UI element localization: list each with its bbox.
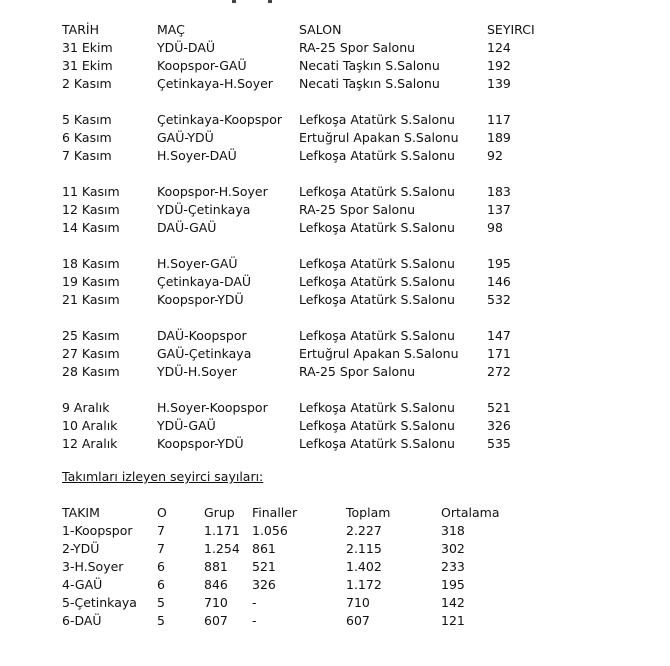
match-venue: Lefkoşa Atatürk S.Salonu [299, 274, 455, 289]
team-section-title: Takımları izleyen seyirci sayıları: [62, 469, 264, 484]
match-teams: Koopspor-GAÜ [157, 58, 247, 73]
team-row [0, 540, 670, 558]
match-date: 14 Kasım [62, 220, 120, 235]
team-group-attendance: 607 [204, 613, 228, 628]
match-venue: Ertuğrul Apakan S.Salonu [299, 130, 459, 145]
team-row [0, 612, 670, 630]
team-name: 3-H.Soyer [62, 559, 124, 574]
match-attendance: 171 [487, 346, 511, 361]
match-date: 18 Kasım [62, 256, 120, 271]
match-date: 7 Kasım [62, 148, 112, 163]
team-group-attendance: 1.171 [204, 523, 240, 538]
match-attendance: 189 [487, 130, 511, 145]
team-header-row [0, 504, 670, 522]
match-teams: YDÜ-H.Soyer [157, 364, 237, 379]
header-average: Ortalama [441, 505, 500, 520]
match-attendance: 147 [487, 328, 511, 343]
match-teams: Çetinkaya-DAÜ [157, 274, 252, 289]
team-total-attendance: 710 [346, 595, 370, 610]
match-date: 12 Aralık [62, 436, 118, 451]
match-date: 19 Kasım [62, 274, 120, 289]
match-attendance: 92 [487, 148, 503, 163]
team-total-attendance: 1.172 [346, 577, 382, 592]
match-date: 12 Kasım [62, 202, 120, 217]
team-name: 6-DAÜ [62, 613, 102, 628]
schedule-row [0, 345, 670, 363]
match-venue: Lefkoşa Atatürk S.Salonu [299, 418, 455, 433]
header-team: TAKIM [62, 505, 100, 520]
match-teams: Çetinkaya-H.Soyer [157, 76, 273, 91]
schedule-row [0, 273, 670, 291]
team-group-attendance: 846 [204, 577, 228, 592]
match-venue: Lefkoşa Atatürk S.Salonu [299, 292, 455, 307]
team-total-attendance: 2.227 [346, 523, 382, 538]
match-venue: Lefkoşa Atatürk S.Salonu [299, 256, 455, 271]
match-teams: Koopspor-H.Soyer [157, 184, 268, 199]
team-name: 4-GAÜ [62, 577, 103, 592]
match-attendance: 532 [487, 292, 511, 307]
match-date: 5 Kasım [62, 112, 112, 127]
team-group-attendance: 881 [204, 559, 228, 574]
match-date: 6 Kasım [62, 130, 112, 145]
team-average-attendance: 318 [441, 523, 465, 538]
team-name: 5-Çetinkaya [62, 595, 137, 610]
schedule-row [0, 399, 670, 417]
match-date: 10 Aralık [62, 418, 118, 433]
match-teams: H.Soyer-Koopspor [157, 400, 268, 415]
team-games: 5 [157, 613, 165, 628]
schedule-row [0, 147, 670, 165]
match-date: 25 Kasım [62, 328, 120, 343]
match-venue: Lefkoşa Atatürk S.Salonu [299, 112, 455, 127]
match-attendance: 98 [487, 220, 503, 235]
schedule-row [0, 57, 670, 75]
match-date: 11 Kasım [62, 184, 120, 199]
team-average-attendance: 233 [441, 559, 465, 574]
schedule-row [0, 129, 670, 147]
match-attendance: 183 [487, 184, 511, 199]
match-date: 21 Kasım [62, 292, 120, 307]
team-row [0, 594, 670, 612]
match-date: 27 Kasım [62, 346, 120, 361]
header-total: Toplam [346, 505, 391, 520]
match-attendance: 146 [487, 274, 511, 289]
team-row [0, 558, 670, 576]
match-attendance: 124 [487, 40, 511, 55]
match-attendance: 521 [487, 400, 511, 415]
schedule-row [0, 435, 670, 453]
match-teams: GAÜ-Çetinkaya [157, 346, 252, 361]
match-venue: Necati Taşkın S.Salonu [299, 58, 440, 73]
team-row [0, 522, 670, 540]
match-venue: Lefkoşa Atatürk S.Salonu [299, 148, 455, 163]
match-date: 2 Kasım [62, 76, 112, 91]
team-games: 6 [157, 577, 165, 592]
schedule-row [0, 39, 670, 57]
match-teams: YDÜ-Çetinkaya [157, 202, 251, 217]
match-attendance: 139 [487, 76, 511, 91]
match-teams: Koopspor-YDÜ [157, 292, 244, 307]
team-finals-attendance: 326 [252, 577, 276, 592]
team-games: 7 [157, 541, 165, 556]
match-teams: YDÜ-GAÜ [157, 418, 216, 433]
match-teams: DAÜ-GAÜ [157, 220, 217, 235]
team-games: 7 [157, 523, 165, 538]
match-teams: Çetinkaya-Koopspor [157, 112, 282, 127]
match-venue: Lefkoşa Atatürk S.Salonu [299, 400, 455, 415]
team-group-attendance: 710 [204, 595, 228, 610]
cropped-text-fragment [268, 0, 272, 3]
match-teams: H.Soyer-DAÜ [157, 148, 237, 163]
match-date: 9 Aralık [62, 400, 110, 415]
match-date: 28 Kasım [62, 364, 120, 379]
match-attendance: 192 [487, 58, 511, 73]
match-venue: Ertuğrul Apakan S.Salonu [299, 346, 459, 361]
header-finals: Finaller [252, 505, 298, 520]
schedule-header-row [0, 21, 670, 39]
cropped-text-fragment [232, 0, 236, 3]
match-attendance: 535 [487, 436, 511, 451]
header-grup: Grup [204, 505, 235, 520]
match-date: 31 Ekim [62, 58, 113, 73]
team-finals-attendance: - [252, 595, 257, 610]
header-attendance: SEYIRCI [487, 22, 535, 37]
team-finals-attendance: 1.056 [252, 523, 288, 538]
team-finals-attendance: 521 [252, 559, 276, 574]
match-venue: Lefkoşa Atatürk S.Salonu [299, 184, 455, 199]
match-venue: RA-25 Spor Salonu [299, 202, 416, 217]
match-venue: Lefkoşa Atatürk S.Salonu [299, 436, 455, 451]
team-name: 2-YDÜ [62, 541, 100, 556]
match-teams: Koopspor-YDÜ [157, 436, 244, 451]
header-venue: SALON [299, 22, 342, 37]
team-games: 5 [157, 595, 165, 610]
match-venue: Lefkoşa Atatürk S.Salonu [299, 220, 455, 235]
schedule-row [0, 363, 670, 381]
team-games: 6 [157, 559, 165, 574]
team-finals-attendance: - [252, 613, 257, 628]
match-attendance: 137 [487, 202, 511, 217]
team-group-attendance: 1.254 [204, 541, 240, 556]
team-name: 1-Koopspor [62, 523, 133, 538]
schedule-row [0, 219, 670, 237]
team-total-attendance: 1.402 [346, 559, 382, 574]
schedule-row [0, 111, 670, 129]
header-o: O [157, 505, 167, 520]
schedule-row [0, 183, 670, 201]
match-venue: RA-25 Spor Salonu [299, 364, 416, 379]
match-teams: H.Soyer-GAÜ [157, 256, 238, 271]
team-average-attendance: 142 [441, 595, 465, 610]
team-average-attendance: 195 [441, 577, 465, 592]
match-venue: Lefkoşa Atatürk S.Salonu [299, 328, 455, 343]
match-attendance: 272 [487, 364, 511, 379]
match-teams: GAÜ-YDÜ [157, 130, 214, 145]
team-average-attendance: 302 [441, 541, 465, 556]
team-total-attendance: 2.115 [346, 541, 382, 556]
match-venue: RA-25 Spor Salonu [299, 40, 416, 55]
match-venue: Necati Taşkın S.Salonu [299, 76, 440, 91]
schedule-row [0, 255, 670, 273]
team-row [0, 576, 670, 594]
match-teams: DAÜ-Koopspor [157, 328, 247, 343]
match-attendance: 117 [487, 112, 511, 127]
schedule-row [0, 201, 670, 219]
header-date: TARİH [62, 22, 99, 37]
team-average-attendance: 121 [441, 613, 465, 628]
match-attendance: 195 [487, 256, 511, 271]
schedule-row [0, 291, 670, 309]
schedule-row [0, 327, 670, 345]
team-finals-attendance: 861 [252, 541, 276, 556]
match-teams: YDÜ-DAÜ [157, 40, 216, 55]
schedule-row [0, 417, 670, 435]
schedule-row [0, 75, 670, 93]
match-date: 31 Ekim [62, 40, 113, 55]
header-match: MAÇ [157, 22, 185, 37]
match-attendance: 326 [487, 418, 511, 433]
team-total-attendance: 607 [346, 613, 370, 628]
